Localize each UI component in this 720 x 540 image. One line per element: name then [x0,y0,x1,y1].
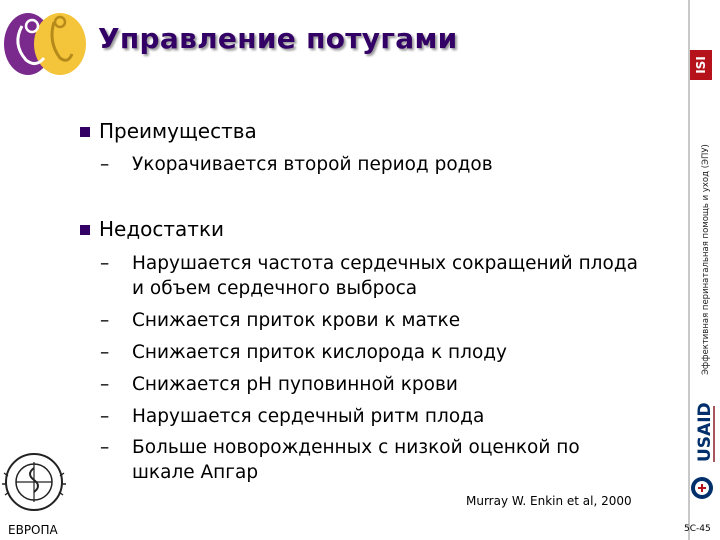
advantages-heading: Преимущества [99,119,257,143]
dash-marker: – [100,154,110,175]
reference-citation: Murray W. Enkin et al, 2000 [466,494,632,508]
dash-marker: – [100,342,110,363]
dash-marker: – [100,310,110,331]
disadvantage-item: – Снижается приток кислорода к плоду [100,342,508,363]
square-bullet-icon [80,225,90,235]
disadvantage-item: – Больше новорожденных с низкой оценкой по шкале Апгар [100,437,580,483]
mother-child-logo [2,6,88,78]
disadvantages-heading: Недостатки [99,217,225,241]
who-europe-logo [0,446,74,540]
usaid-logo [688,400,720,510]
page-title: Управление потугами [98,22,458,55]
svg-text:USAID: USAID [695,402,715,462]
disadvantage-item: – Снижается приток крови к матке [100,310,461,331]
dash-marker: – [100,406,110,427]
advantages-bullet [80,119,257,144]
dash-marker: – [100,253,110,274]
disadvantage-item: – Нарушается сердечный ритм плода [100,406,485,427]
disadvantage-item: – Снижается pH пуповинной крови [100,374,458,395]
dash-marker: – [100,374,110,395]
disadvantages-bullet [80,217,224,242]
svg-text:ЕВРОПА: ЕВРОПА [8,523,58,537]
page-number: 5C-45 [684,524,711,534]
dash-marker: – [100,437,110,458]
disadvantage-item: – Нарушается частота сердечных сокращений плода и объем сердечного выброса [100,253,638,299]
side-caption: Эффективная перинатальная помощь и уход (ЭПУ) [701,144,711,375]
isi-logo: ISI [690,50,712,80]
square-bullet-icon [80,127,90,137]
advantage-item: – Укорачивается второй период родов [100,154,493,175]
